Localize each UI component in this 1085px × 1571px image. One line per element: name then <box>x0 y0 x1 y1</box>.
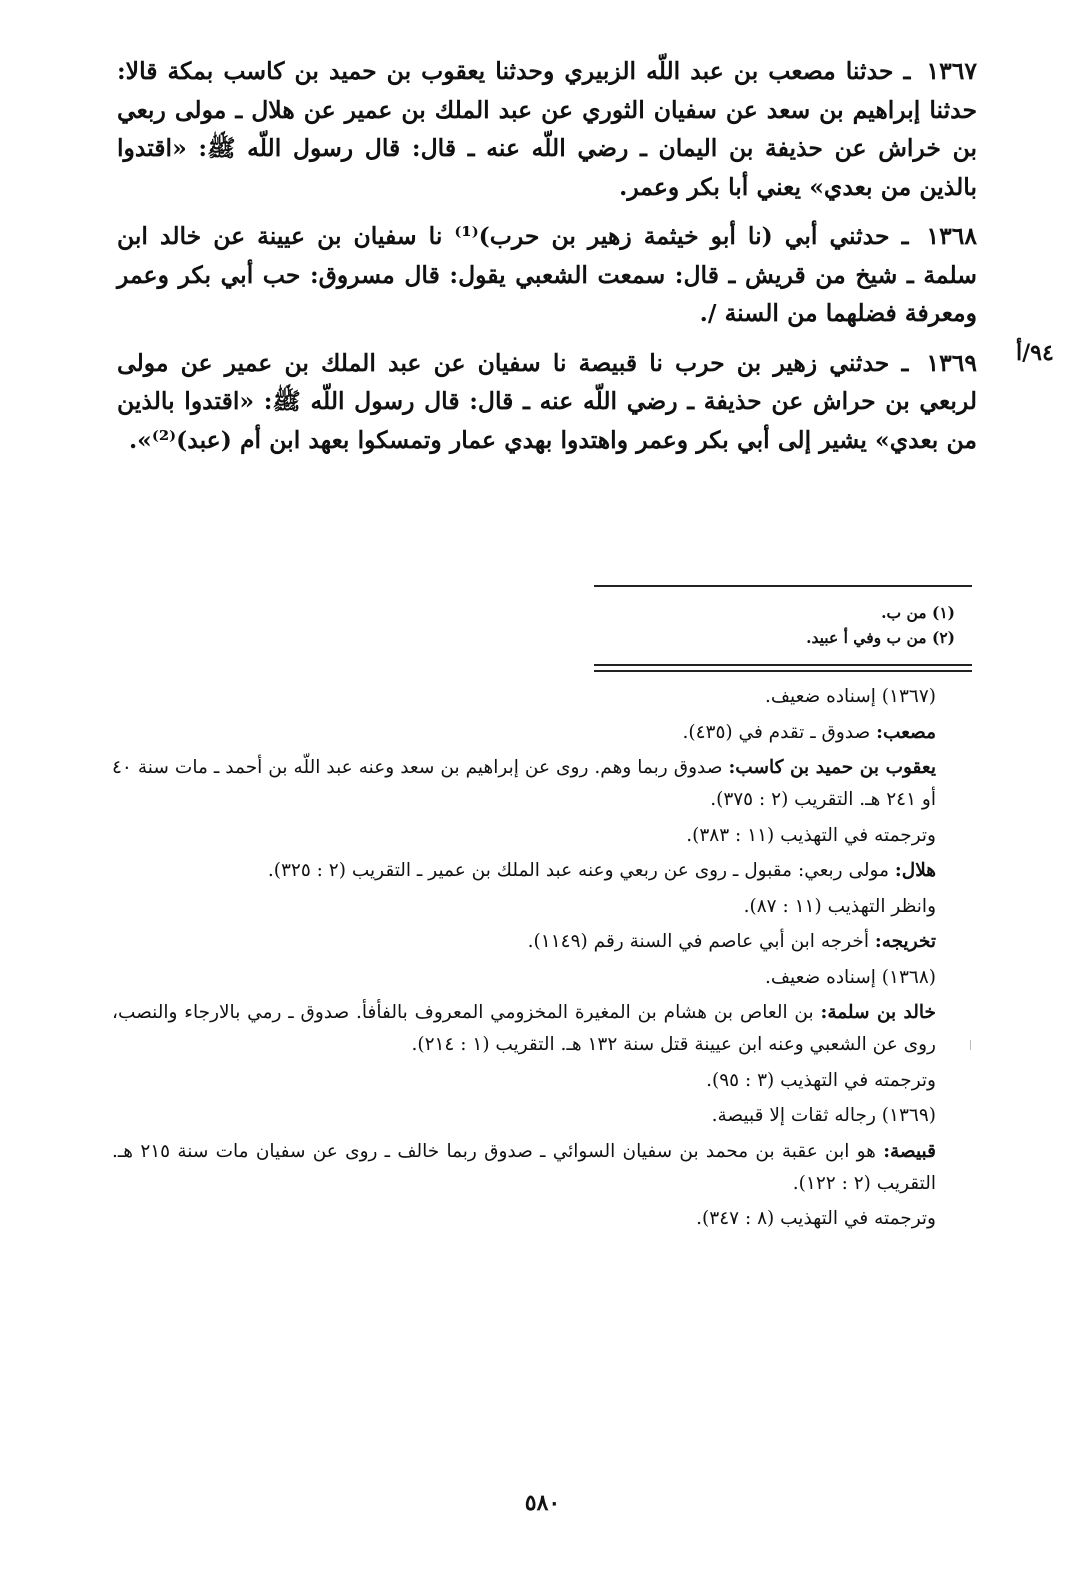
commentary-line <box>112 1100 972 1132</box>
hadith-text: ـ حدثني زهير بن حرب نا قبيصة نا سفيان عن عبد الملك بن عمير عن مولى لربعي بن حراش عن حذيفة ـ رضي اللّه عنه ـ قال: قال رسول اللّه ﷺ: «اقتدوا بالذين من بعدي» يشير إلى أبي بكر وعمر واهتدوا بهدي عمار وتمسكوا بعهد ابن أم (عبد)⁽²⁾». <box>117 348 977 454</box>
footnote: (٢) من ب وفي أ عبيد. <box>806 628 955 647</box>
commentary-line <box>112 1203 972 1235</box>
main-text-block <box>117 52 977 470</box>
commentary-text: صدوق ـ تقدم في (٤٣٥). <box>682 721 871 743</box>
footnotes <box>806 600 955 650</box>
commentary-line <box>112 681 972 713</box>
hadith-text: ـ حدثني أبي (نا أبو خيثمة زهير بن حرب)⁽¹⁾ نا سفيان بن عيينة عن خالد ابن سلمة ـ شيخ من قريش ـ قال: سمعت الشعبي يقول: قال مسروق: حب أبي بكر وعمر ومعرفة فضلهما من السنة /. <box>117 222 977 327</box>
commentary-line <box>112 820 972 852</box>
commentary-line <box>112 962 972 994</box>
commentary-line <box>112 1136 972 1200</box>
narrator-label: تخريجه: <box>874 931 936 952</box>
commentary-line <box>112 891 972 923</box>
commentary-line <box>112 926 972 958</box>
narrator-label: مصعب: <box>876 721 936 743</box>
commentary-text: وترجمته في التهذيب (٨ : ٣٤٧). <box>696 1208 936 1229</box>
hadith-text: ـ حدثنا مصعب بن عبد اللّه الزبيري وحدثنا يعقوب بن حميد بن كاسب بمكة قالا: حدثنا إبراهيم بن سعد عن سفيان الثوري عن عبد الملك بن عمير عن هلال ـ مولى ربعي بن خراش عن حذيفة بن اليمان ـ رضي اللّه عنه ـ قال: قال رسول اللّه ﷺ: «اقتدوا بالذين من بعدي» يعني أبا بكر وعمر. <box>117 57 977 201</box>
commentary-separator <box>594 664 972 672</box>
commentary-line <box>112 1065 972 1097</box>
commentary-block <box>112 681 972 1239</box>
commentary-line <box>112 855 972 887</box>
commentary-line <box>112 752 972 816</box>
commentary-text: مولى ربعي: مقبول ـ روى عن ربعي وعنه عبد الملك بن عمير ـ التقريب (٢ : ٣٢٥). <box>267 860 890 881</box>
manuscript-folio-note: ٩٤/أ <box>1016 340 1054 366</box>
commentary-text: أخرجه ابن أبي عاصم في السنة رقم (١١٤٩). <box>527 931 869 952</box>
hadith-number: ١٣٦٧ <box>926 57 977 85</box>
commentary-text: وترجمته في التهذيب (١١ : ٣٨٣). <box>686 824 936 846</box>
commentary-text: هو ابن عقبة بن محمد بن سفيان السوائي ـ صدوق ربما خالف ـ روى عن سفيان مات سنة ٢١٥ هـ. التقريب (٢ : ١٢٢). <box>112 1140 936 1194</box>
narrator-label: خالد بن سلمة: <box>820 1002 936 1023</box>
commentary-text: (١٣٦٩) رجاله ثقات إلا قبيصة. <box>711 1105 936 1126</box>
commentary-text: (١٣٦٧) إسناده ضعيف. <box>765 686 936 707</box>
commentary-text: بن العاص بن هشام بن المغيرة المخزومي المعروف بالفأفأ. صدوق ـ رمي بالارجاء والنصب، روى عن الشعبي وعنه ابن عيينة قتل سنة ١٣٢ هـ. التقريب (١ : ٢١٤). <box>112 1002 936 1055</box>
hadith-number: ١٣٦٨ <box>926 222 977 250</box>
commentary-text: صدوق ربما وهم. روى عن إبراهيم بن سعد وعنه عبد اللّه بن أحمد ـ مات سنة ٤٠ أو ٢٤١ هـ. التقريب (٢ : ٣٧٥). <box>112 757 936 810</box>
footnote-separator <box>594 585 972 587</box>
hadith-1369 <box>117 344 977 460</box>
page-number: ٥٨٠ <box>524 1490 561 1516</box>
commentary-line <box>112 717 972 749</box>
commentary-line <box>112 997 972 1061</box>
hadith-number: ١٣٦٩ <box>926 348 977 377</box>
commentary-text: وانظر التهذيب (١١ : ٨٧). <box>743 895 936 917</box>
commentary-text: (١٣٦٨) إسناده ضعيف. <box>765 966 936 988</box>
footnote: (١) من ب. <box>881 603 955 622</box>
narrator-label: قبيصة: <box>883 1140 936 1162</box>
narrator-label: يعقوب بن حميد بن كاسب: <box>728 757 936 778</box>
scan-mark <box>970 1040 971 1050</box>
hadith-1367 <box>117 52 977 206</box>
commentary-text: وترجمته في التهذيب (٣ : ٩٥). <box>706 1069 936 1091</box>
hadith-1368 <box>117 217 977 333</box>
narrator-label: هلال: <box>894 860 936 881</box>
